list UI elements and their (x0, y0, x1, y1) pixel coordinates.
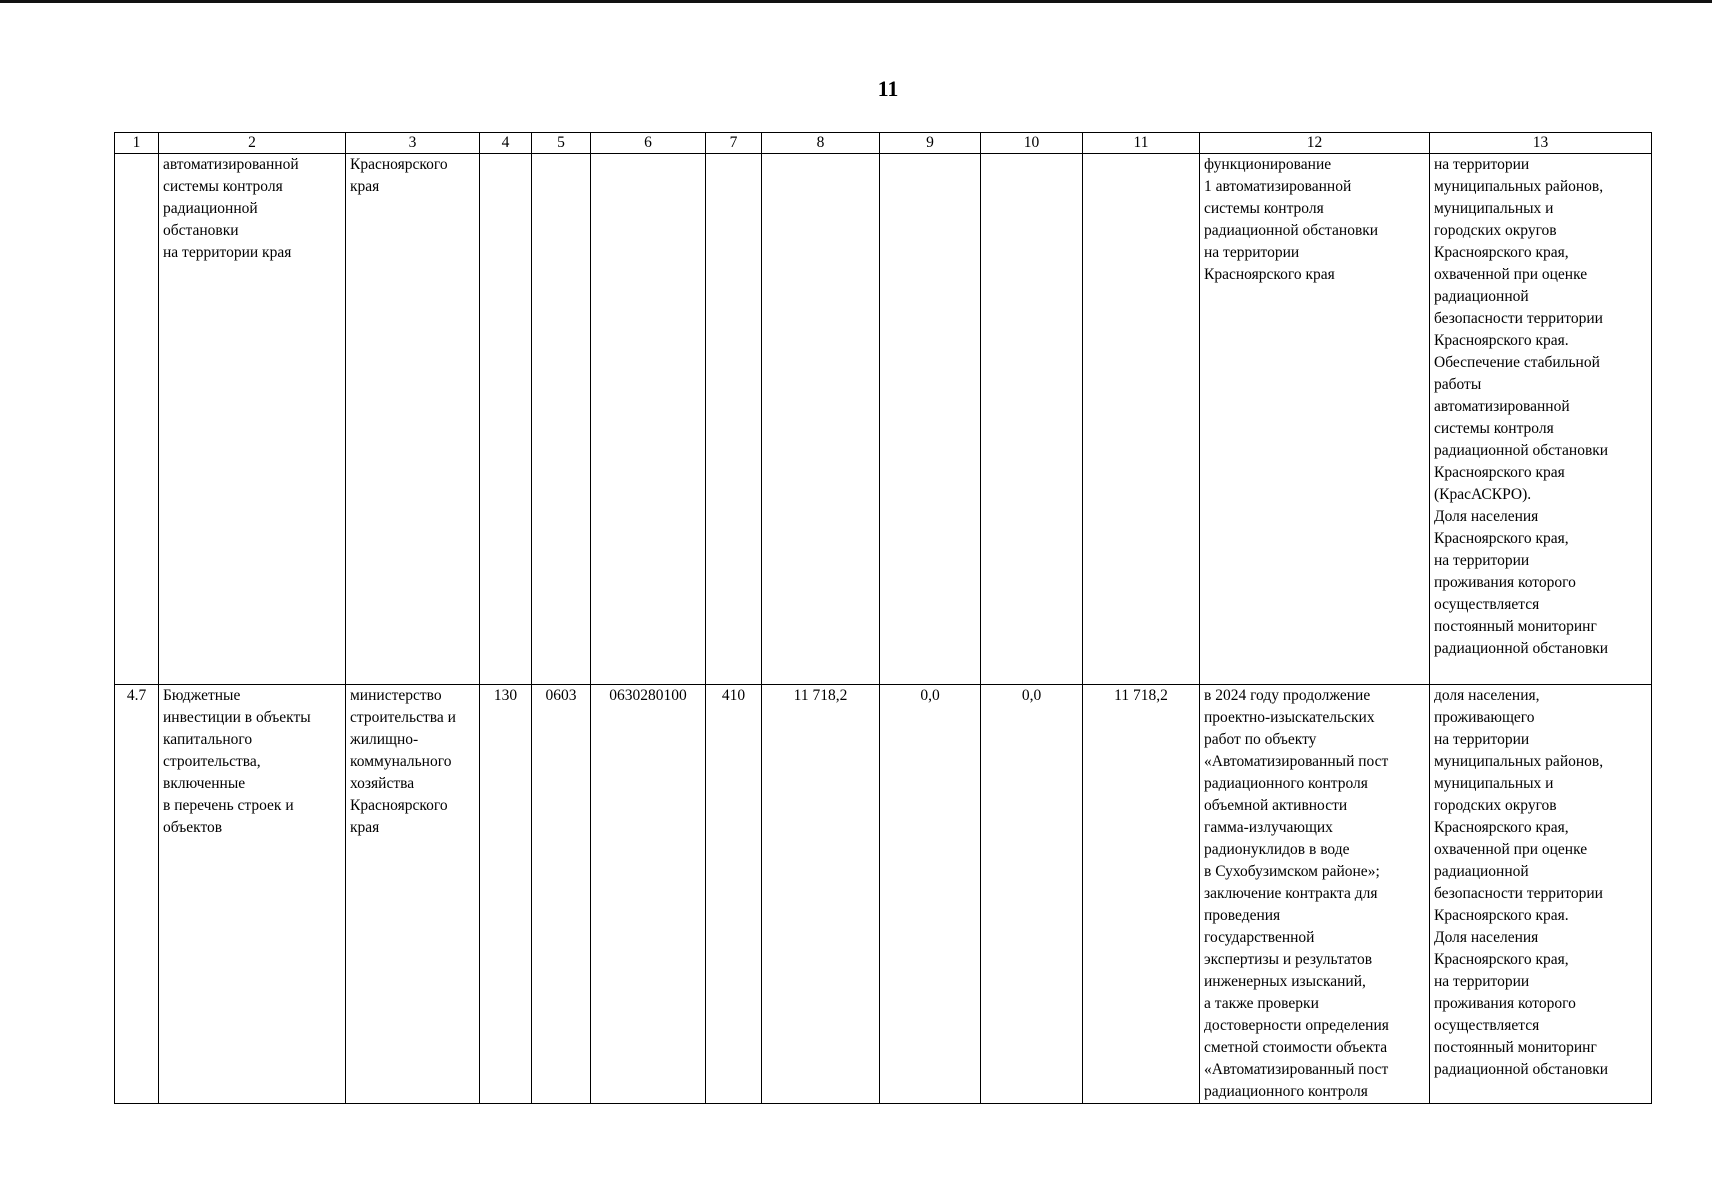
column-header: 10 (981, 133, 1083, 154)
cell-indicator: доля населения, проживающего на территории муниципальных районов, муниципальных и городских округов Красноярского края, охваченной при оценке радиационной безопасности территории Красноярского края. Доля населения Красноярского края, на территории проживания которого осуществляется постоянный мониторинг радиационной обстановки (1430, 685, 1652, 1104)
cell-target-article (591, 154, 706, 685)
cell-expected-result: в 2024 году продолжение проектно-изыскательских работ по объекту «Автоматизированный пост радиационного контроля объемной активности гамма-излучающих радионуклидов в воде в Сухобузимском районе»; заключение контракта для проведения государственной экспертизы и результатов инженерных изысканий, а также проверки достоверности определения сметной стоимости объекта «Автоматизированный пост радиационного контроля (1200, 685, 1430, 1104)
cell-amount-year-3: 0,0 (981, 685, 1083, 1104)
column-header: 8 (762, 133, 880, 154)
column-header: 13 (1430, 133, 1652, 154)
column-header: 7 (706, 133, 762, 154)
cell-amount-total (1083, 154, 1200, 685)
column-header: 6 (591, 133, 706, 154)
page-number: 11 (877, 76, 899, 101)
cell-grbs-code (480, 154, 532, 685)
column-header: 1 (115, 133, 159, 154)
column-header: 3 (346, 133, 480, 154)
table-row (115, 154, 1652, 685)
cell-amount-year-1 (762, 154, 880, 685)
cell-expense-type: 410 (706, 685, 762, 1104)
cell-amount-year-1: 11 718,2 (762, 685, 880, 1104)
cell-executor: Красноярского края (346, 154, 480, 685)
cell-amount-total: 11 718,2 (1083, 685, 1200, 1104)
cell-expense-type (706, 154, 762, 685)
cell-amount-year-3 (981, 154, 1083, 685)
cell-section-code: 0603 (532, 685, 591, 1104)
cell-expected-result: функционирование 1 автоматизированной системы контроля радиационной обстановки на территории Красноярского края (1200, 154, 1430, 685)
cell-target-article: 0630280100 (591, 685, 706, 1104)
scan-top-border (0, 0, 1712, 3)
cell-grbs-code: 130 (480, 685, 532, 1104)
cell-section-code (532, 154, 591, 685)
cell-item-number: 4.7 (115, 685, 159, 1104)
column-header: 2 (159, 133, 346, 154)
cell-item-number (115, 154, 159, 685)
column-header: 9 (880, 133, 981, 154)
cell-measure-name: Бюджетные инвестиции в объекты капитального строительства, включенные в перечень строек и объектов (159, 685, 346, 1104)
cell-executor: министерство строительства и жилищно- коммунального хозяйства Красноярского края (346, 685, 480, 1104)
table-row (115, 685, 1652, 1104)
cell-indicator: на территории муниципальных районов, муниципальных и городских округов Красноярского края, охваченной при оценке радиационной безопасности территории Красноярского края. Обеспечение стабильной работы автоматизированной системы контроля радиационной обстановки Красноярского края (КрасАСКРО). Доля населения Красноярского края, на территории проживания которого осуществляется постоянный мониторинг радиационной обстановки (1430, 154, 1652, 685)
cell-amount-year-2 (880, 154, 981, 685)
cell-measure-name: автоматизированной системы контроля радиационной обстановки на территории края (159, 154, 346, 685)
column-header: 4 (480, 133, 532, 154)
column-header: 12 (1200, 133, 1430, 154)
column-header: 11 (1083, 133, 1200, 154)
cell-amount-year-2: 0,0 (880, 685, 981, 1104)
program-table (114, 132, 1652, 1104)
column-numbers-row (115, 133, 1652, 154)
column-header: 5 (532, 133, 591, 154)
